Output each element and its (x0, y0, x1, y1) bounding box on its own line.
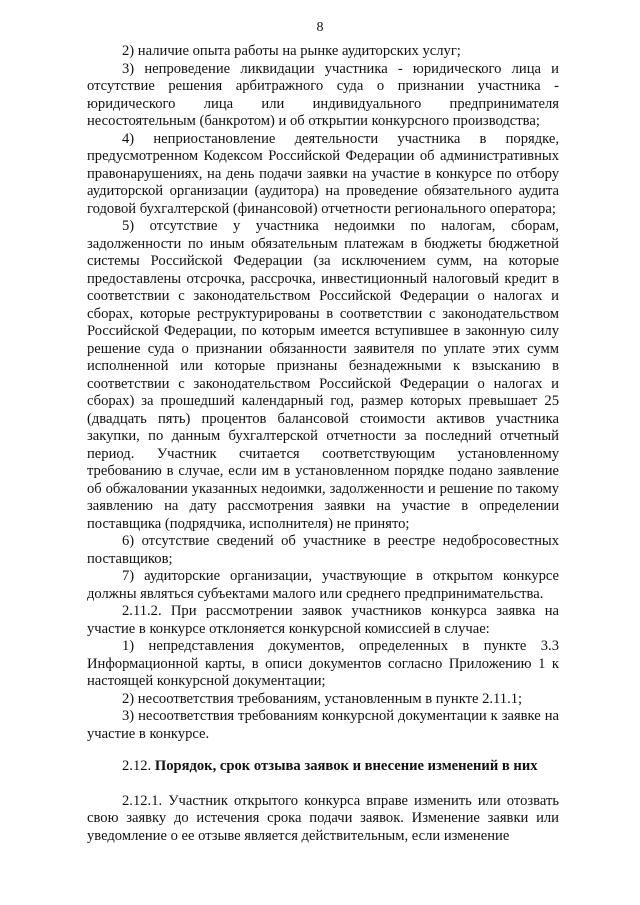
paragraph: 3) непроведение ликвидации участника - юридического лица и отсутствие решения арбитражного суда о признании участника - юридического лица или индивидуального предпринимателя несостоятельным (банкротом) и об открытии конкурсного производства; (87, 60, 559, 129)
paragraph: 4) неприостановление деятельности участника в порядке, предусмотренном Кодексом Российской Федерации об административных правонарушениях, на день подачи заявки на участие в конкурсе по отбору аудиторской организации (аудитора) на проведение обязательного аудита годовой бухгалтерской (финансовой) отчетности регионального оператора; (87, 130, 559, 217)
section-number: 2.12. (122, 758, 152, 774)
section-title: Порядок, срок отзыва заявок и внесение изменений в них (154, 758, 538, 774)
document-body (87, 43, 559, 845)
paragraph: 6) отсутствие сведений об участнике в реестре недобросовестных поставщиков; (87, 533, 559, 567)
paragraph: 2) наличие опыта работы на рынке аудиторских услуг; (122, 43, 461, 59)
page-number: 8 (316, 20, 324, 35)
paragraph: 2.12.1. Участник открытого конкурса вправе изменить или отозвать свою заявку до истечения срока подачи заявок. Изменение заявки или уведомление о ее отзыве является действительным, если изменение (87, 792, 559, 844)
paragraph: 2) несоответствия требованиям, установленным в пункте 2.11.1; (122, 690, 523, 707)
paragraph: 7) аудиторские организации, участвующие в открытом конкурсе должны являться субъектами малого или среднего предпринимательства. (87, 568, 559, 602)
section-heading (87, 758, 559, 776)
paragraph: 1) непредставления документов, определенных в пункте 3.3 Информационной карты, в описи документов согласно Приложению 1 к настоящей конкурсной документации; (87, 638, 559, 689)
paragraph: 3) несоответствия требованиям конкурсной документации к заявке на участие в конкурсе. (87, 708, 559, 742)
paragraph: 2.11.2. При рассмотрении заявок участников конкурса заявка на участие в конкурсе отклоняется конкурсной комиссией в случае: (87, 603, 559, 637)
paragraph: 5) отсутствие у участника недоимки по налогам, сборам, задолженности по иным обязательным платежам в бюджеты бюджетной системы Российской Федерации (за исключением сумм, на которые предоставлены отсрочка, рассрочка, инвестиционный налоговый кредит в соответствии с законодательством Российской Федерации о налогах и сборах, которые реструктурированы в соответствии с законодательством Российской Федерации, по которым имеется вступившее в законную силу решение суда о признании обязанности заявителя по уплате этих сумм исполненной или которые признаны безнадежными к взысканию в соответствии с законодательством Российской Федерации о налогах и сборах) за прошедший календарный год, размер которых превышает 25 (двадцать пять) процентов балансовой стоимости активов участника закупки, по данным бухгалтерской отчетности за последний отчетный период. Участник считается соответствующим установленному требованию в случае, если им в установленном порядке подано заявление об обжаловании указанных недоимки, задолженности и решение по такому заявлению на дату рассмотрения заявки на участие в определении поставщика (подрядчика, исполнителя) не принято; (87, 218, 559, 532)
